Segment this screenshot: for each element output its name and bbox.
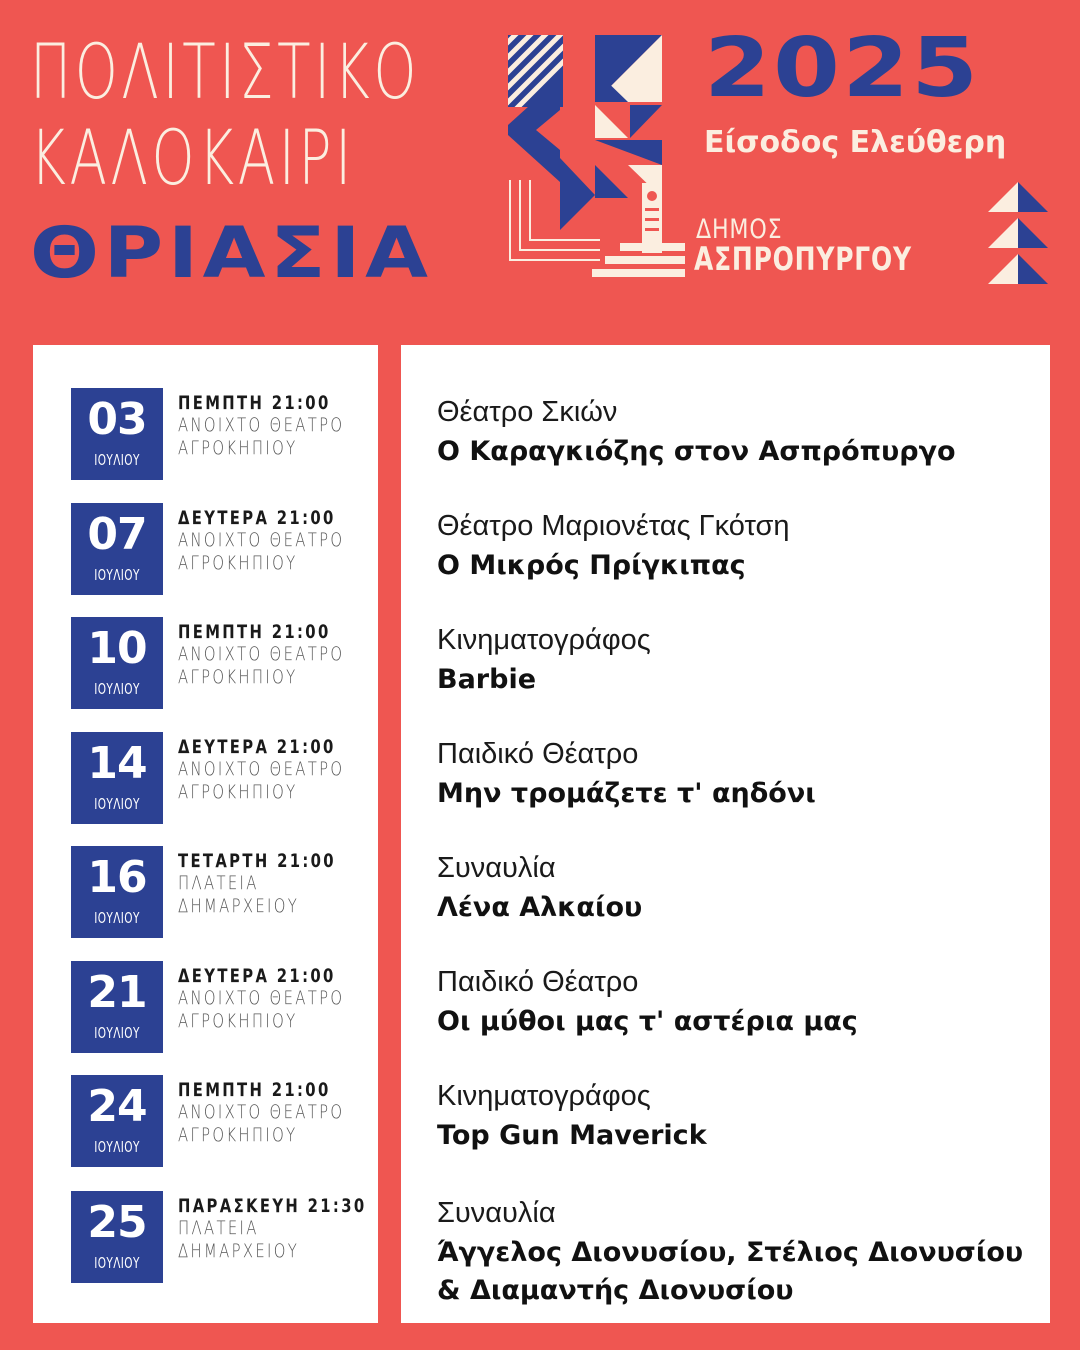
- event-item: [437, 509, 1042, 585]
- date-row: [71, 503, 371, 595]
- date-day: 10: [87, 623, 147, 674]
- title-line-3: ΘΡΙΑΣΙΑ: [30, 212, 433, 294]
- event-venue-line2: ΑΓΡΟΚΗΠΙΟΥ: [178, 1124, 298, 1146]
- event-venue-line1: ΑΝΟΙΧΤΟ ΘΕΑΤΡΟ: [178, 758, 345, 780]
- date-day: 25: [87, 1197, 147, 1248]
- date-month: ΙΟΥΛΙΟΥ: [94, 451, 140, 469]
- event-venue-line2: ΑΓΡΟΚΗΠΙΟΥ: [178, 552, 298, 574]
- event-venue-line2: ΑΓΡΟΚΗΠΙΟΥ: [178, 666, 298, 688]
- date-day: 21: [87, 967, 147, 1018]
- event-item: [437, 851, 1042, 927]
- date-badge: [71, 617, 163, 709]
- date-badge: [71, 732, 163, 824]
- event-item: [437, 395, 1042, 471]
- event-category: Συναυλία: [437, 852, 556, 884]
- dates-panel: [33, 345, 378, 1323]
- event-weekday-time: ΔΕΥΤΕΡΑ 21:00: [178, 507, 336, 529]
- title-line-2: ΚΑΛΟΚΑΙΡΙ: [30, 113, 355, 202]
- event-venue-line2: ΑΓΡΟΚΗΠΙΟΥ: [178, 1010, 298, 1032]
- date-row: [71, 846, 371, 938]
- tower-logo-icon: [590, 178, 690, 283]
- event-venue-line1: ΑΝΟΙΧΤΟ ΘΕΑΤΡΟ: [178, 987, 345, 1009]
- event-category: Παιδικό Θέατρο: [437, 738, 639, 770]
- event-venue-line2: ΑΓΡΟΚΗΠΙΟΥ: [178, 437, 298, 459]
- date-day: 14: [87, 738, 147, 789]
- free-entry-label: Είσοδος Ελεύθερη: [704, 125, 1007, 160]
- events-panel: [401, 345, 1050, 1323]
- event-category: Κινηματογράφος: [437, 1080, 651, 1112]
- event-venue-line2: ΔΗΜΑΡΧΕΙΟΥ: [178, 1240, 300, 1262]
- event-title: Άγγελος Διονυσίου, Στέλιος Διονυσίου: [437, 1237, 1024, 1268]
- date-day: 16: [87, 852, 147, 903]
- date-badge: [71, 961, 163, 1053]
- municipality-label: ΔΗΜΟΣ: [696, 214, 783, 245]
- date-month: ΙΟΥΛΙΟΥ: [94, 1138, 140, 1156]
- date-month: ΙΟΥΛΙΟΥ: [94, 1024, 140, 1042]
- event-venue-line2: ΑΓΡΟΚΗΠΙΟΥ: [178, 781, 298, 803]
- municipality-name: ΑΣΠΡΟΠΥΡΓΟΥ: [694, 240, 912, 278]
- date-day: 03: [87, 394, 147, 445]
- event-weekday-time: ΠΑΡΑΣΚΕΥΗ 21:30: [178, 1195, 367, 1217]
- date-day: 07: [87, 509, 147, 560]
- event-title: Μην τρομάζετε τ' αηδόνι: [437, 778, 816, 809]
- event-weekday-time: ΠΕΜΠΤΗ 21:00: [178, 1079, 331, 1101]
- event-venue-line1: ΑΝΟΙΧΤΟ ΘΕΑΤΡΟ: [178, 529, 345, 551]
- date-month: ΙΟΥΛΙΟΥ: [94, 680, 140, 698]
- event-title: Λένα Αλκαίου: [437, 892, 643, 923]
- event-weekday-time: ΔΕΥΤΕΡΑ 21:00: [178, 965, 336, 987]
- event-item: [437, 965, 1042, 1041]
- date-row: [71, 961, 371, 1053]
- date-badge: [71, 1191, 163, 1283]
- event-category: Συναυλία: [437, 1197, 556, 1229]
- date-day: 24: [87, 1081, 147, 1132]
- event-title: Ο Καραγκιόζης στον Ασπρόπυργο: [437, 436, 956, 467]
- date-month: ΙΟΥΛΙΟΥ: [94, 909, 140, 927]
- date-row: [71, 388, 371, 480]
- date-badge: [71, 1075, 163, 1167]
- event-venue-line1: ΑΝΟΙΧΤΟ ΘΕΑΤΡΟ: [178, 1101, 345, 1123]
- event-weekday-time: ΤΕΤΑΡΤΗ 21:00: [178, 850, 336, 872]
- date-badge: [71, 846, 163, 938]
- date-row: [71, 1075, 371, 1167]
- event-item: [437, 1196, 1042, 1310]
- date-badge: [71, 503, 163, 595]
- event-weekday-time: ΔΕΥΤΕΡΑ 21:00: [178, 736, 336, 758]
- title-line-1: ΠΟΛΙΤΙΣΤΙΚΟ: [30, 27, 421, 116]
- event-category: Κινηματογράφος: [437, 624, 651, 656]
- date-month: ΙΟΥΛΙΟΥ: [94, 1254, 140, 1272]
- event-venue-line1: ΑΝΟΙΧΤΟ ΘΕΑΤΡΟ: [178, 414, 345, 436]
- event-item: [437, 737, 1042, 813]
- event-title: Top Gun Maverick: [437, 1120, 707, 1151]
- date-row: [71, 732, 371, 824]
- event-venue-line1: ΑΝΟΙΧΤΟ ΘΕΑΤΡΟ: [178, 643, 345, 665]
- event-title: Οι μύθοι μας τ' αστέρια μας: [437, 1006, 858, 1037]
- event-venue-line1: ΠΛΑΤΕΙΑ: [178, 1217, 259, 1239]
- date-badge: [71, 388, 163, 480]
- event-title: Barbie: [437, 664, 537, 695]
- date-month: ΙΟΥΛΙΟΥ: [94, 566, 140, 584]
- event-category: Παιδικό Θέατρο: [437, 966, 639, 998]
- event-item: [437, 1079, 1042, 1155]
- event-weekday-time: ΠΕΜΠΤΗ 21:00: [178, 621, 331, 643]
- event-venue-line1: ΠΛΑΤΕΙΑ: [178, 872, 259, 894]
- event-category: Θέατρο Σκιών: [437, 396, 618, 428]
- date-row: [71, 617, 371, 709]
- event-category: Θέατρο Μαριονέτας Γκότση: [437, 510, 790, 542]
- year: 2025: [704, 21, 981, 116]
- event-title: Ο Μικρός Πρίγκιπας: [437, 550, 746, 581]
- event-title-line2: & Διαμαντής Διονυσίου: [437, 1275, 794, 1306]
- event-item: [437, 623, 1042, 699]
- event-venue-line2: ΔΗΜΑΡΧΕΙΟΥ: [178, 895, 300, 917]
- date-row: [71, 1191, 371, 1283]
- event-weekday-time: ΠΕΜΠΤΗ 21:00: [178, 392, 331, 414]
- date-month: ΙΟΥΛΙΟΥ: [94, 795, 140, 813]
- triangle-arrows-icon: [986, 182, 1050, 286]
